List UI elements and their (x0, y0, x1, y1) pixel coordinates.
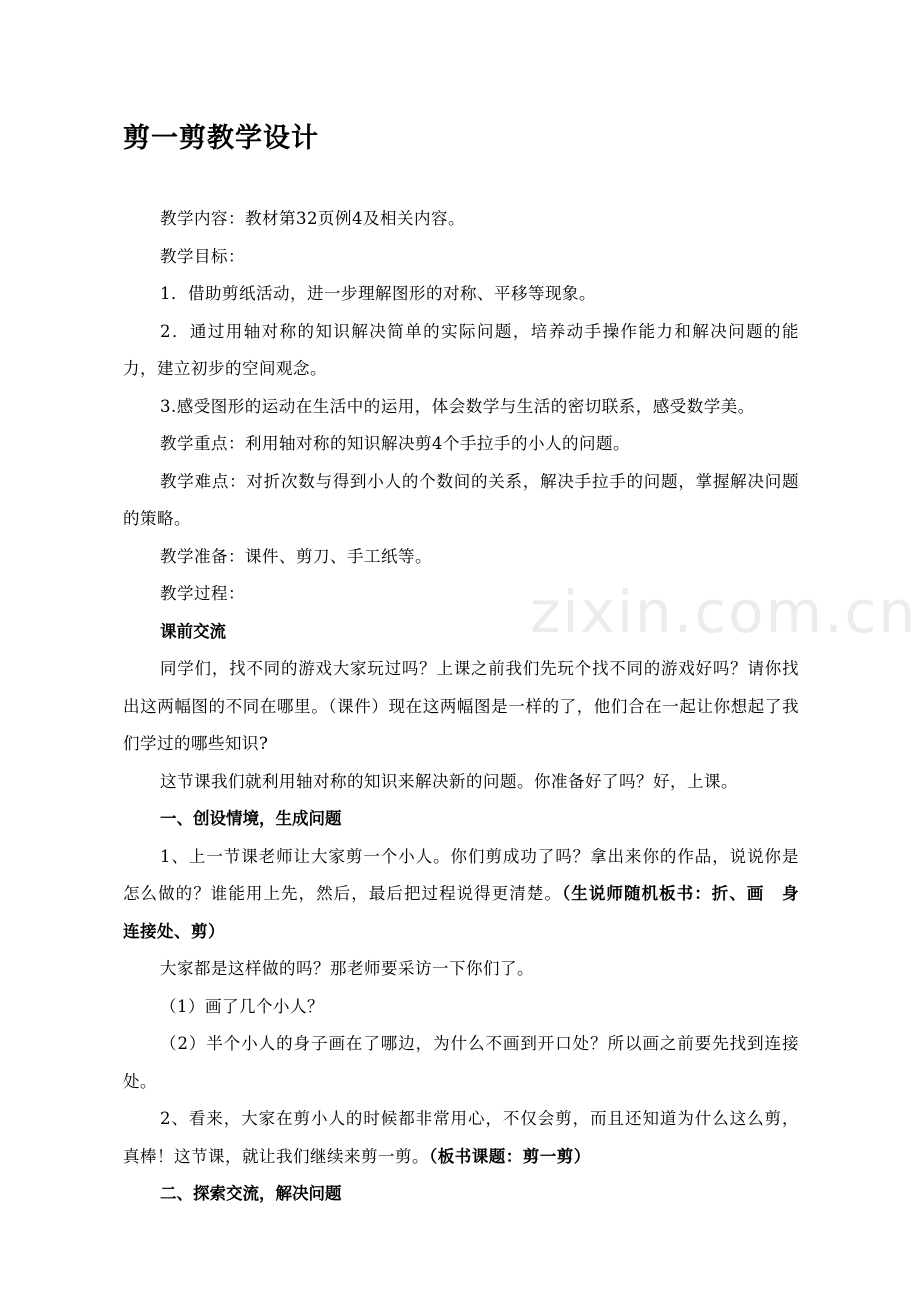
section-heading-1: 一、创设情境，生成问题 (160, 809, 342, 828)
paragraph-goal-2: 2．通过用轴对称的知识解决简单的实际问题，培养动手操作能力和解决问题的能力，建立初步的空间观念。 (123, 321, 799, 378)
watermark: zixin.com.cn (530, 578, 918, 646)
paragraph-key-point: 教学重点：利用轴对称的知识解决剪4个手拉手的小人的问题。 (160, 434, 630, 453)
paragraph-difficulty: 教学难点：对折次数与得到小人的个数间的关系，解决手拉手的问题，掌握解决问题的策略。 (123, 471, 799, 528)
paragraph-intro: 这节课我们就利用轴对称的知识来解决新的问题。你准备好了吗？好，上课。 (160, 771, 738, 791)
section-heading-2: 二、探索交流，解决问题 (160, 1184, 342, 1203)
paragraph-teaching-content: 教学内容：教材第32页例4及相关内容。 (160, 209, 465, 228)
document-body (123, 200, 799, 1213)
paragraph-question-2: （2）半个小人的身子画在了哪边，为什么不画到开口处？所以画之前要先找到连接处。 (123, 1034, 799, 1091)
section-heading-pre-class: 课前交流 (160, 621, 226, 641)
paragraph-transition-text: 2、看来，大家在剪小人的时候都非常用心，不仅会剪，而且还知道为什么这么剪，真棒！这节课，就让我们继续来剪一剪。 (123, 1109, 799, 1166)
paragraph-review-text: 1、上一节课老师让大家剪一个小人。你们剪成功了吗？拿出来你的作品，说说你是怎么做的？谁能用上先，然后，最后把过程说得更清楚。 (123, 846, 799, 903)
paragraph-goal-3: 3.感受图形的运动在生活中的运用，体会数学与生活的密切联系，感受数学美。 (160, 396, 755, 416)
paragraph-transition-board-note: （板书课题：剪一剪） (429, 1146, 591, 1166)
paragraph-review (123, 838, 799, 951)
paragraph-review-board-note: （生说师随机板书：折、画 身 连接处、剪） (123, 884, 800, 941)
paragraph-question-1: （1）画了几个小人？ (160, 996, 324, 1016)
paragraph-transition (123, 1100, 799, 1175)
paragraph-pre-class: 同学们，找不同的游戏大家玩过吗？上课之前我们先玩个找不同的游戏好吗？请你找出这两幅图的不同在哪里。（课件）现在这两幅图是一样的了，他们合在一起让你想起了我们学过的哪些知识? (123, 659, 799, 753)
paragraph-preparation: 教学准备：课件、剪刀、手工纸等。 (160, 546, 432, 566)
paragraph-teaching-goals-label: 教学目标： (160, 246, 245, 266)
paragraph-process-label: 教学过程： (160, 584, 245, 603)
document-title: 剪一剪教学设计 (123, 123, 319, 154)
paragraph-goal-1: 1．借助剪纸活动，进一步理解图形的对称、平移等现象。 (160, 284, 596, 303)
paragraph-interview: 大家都是这样做的吗？那老师要采访一下你们了。 (160, 959, 534, 978)
